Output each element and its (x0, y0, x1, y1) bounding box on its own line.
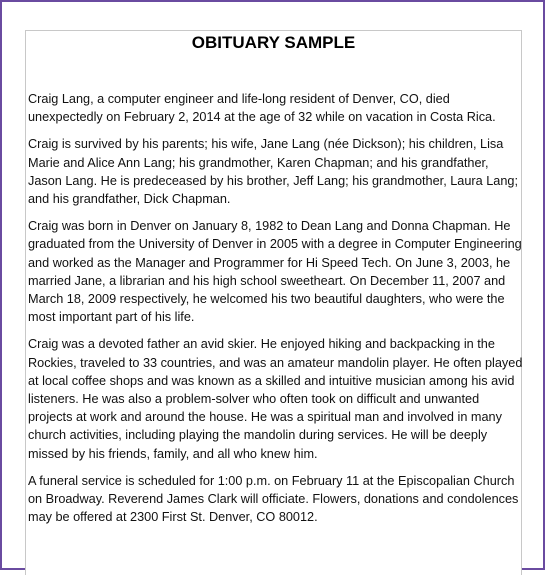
document-page (25, 30, 522, 575)
paragraph-funeral-service: A funeral service is scheduled for 1:00 p.m. on February 11 at the Episcopalian Church on Broadway. Reverend James Clark will officiate. Flowers, donations and condolences may be offered at 2300 First St. Denver, CO 80012. (28, 473, 519, 525)
page-title: OBITUARY SAMPLE (191, 33, 356, 52)
paragraph-biography: Craig was born in Denver on January 8, 1982 to Dean Lang and Donna Chapman. He graduated from the University of Denver in 2005 with a degree in Computer Engineering and worked as the Manager and Programmer for Hi Speed Tech. On June 3, 2003, he married Jane, a librarian and his high school sweetheart. On December 11, 2007 and March 18, 2009 respectively, he welcomed his two beautiful daughters, who were the most important part of his life. (28, 219, 522, 325)
document-body (28, 90, 523, 535)
paragraph-death-notice: Craig Lang, a computer engineer and life-long resident of Denver, CO, died unexpectedly on February 2, 2014 at the age of 32 while on vacation in Costa Rica. (28, 92, 496, 125)
paragraph-personal-life: Craig was a devoted father an avid skier. He enjoyed hiking and backpacking in the Rockies, traveled to 33 countries, and was an amateur mandolin player. He often played at local coffee shops and was known as a skilled and intuitive musician among his avid listeners. He was also a problem-solver who often took on difficult and unwanted projects at work and around the house. He was a spiritual man and involved in many church activities, including playing the mandolin during services. He will be deeply missed by his friends, family, and all who knew him. (28, 337, 523, 461)
paragraph-survivors: Craig is survived by his parents; his wife, Jane Lang (née Dickson); his children, Lisa Marie and Alice Ann Lang; his grandmother, Karen Chapman; and his grandfather, Jason Lang. He is predeceased by his brother, Jeff Lang; his grandmother, Laura Lang; and his grandfather, Dick Chapman. (28, 137, 518, 207)
